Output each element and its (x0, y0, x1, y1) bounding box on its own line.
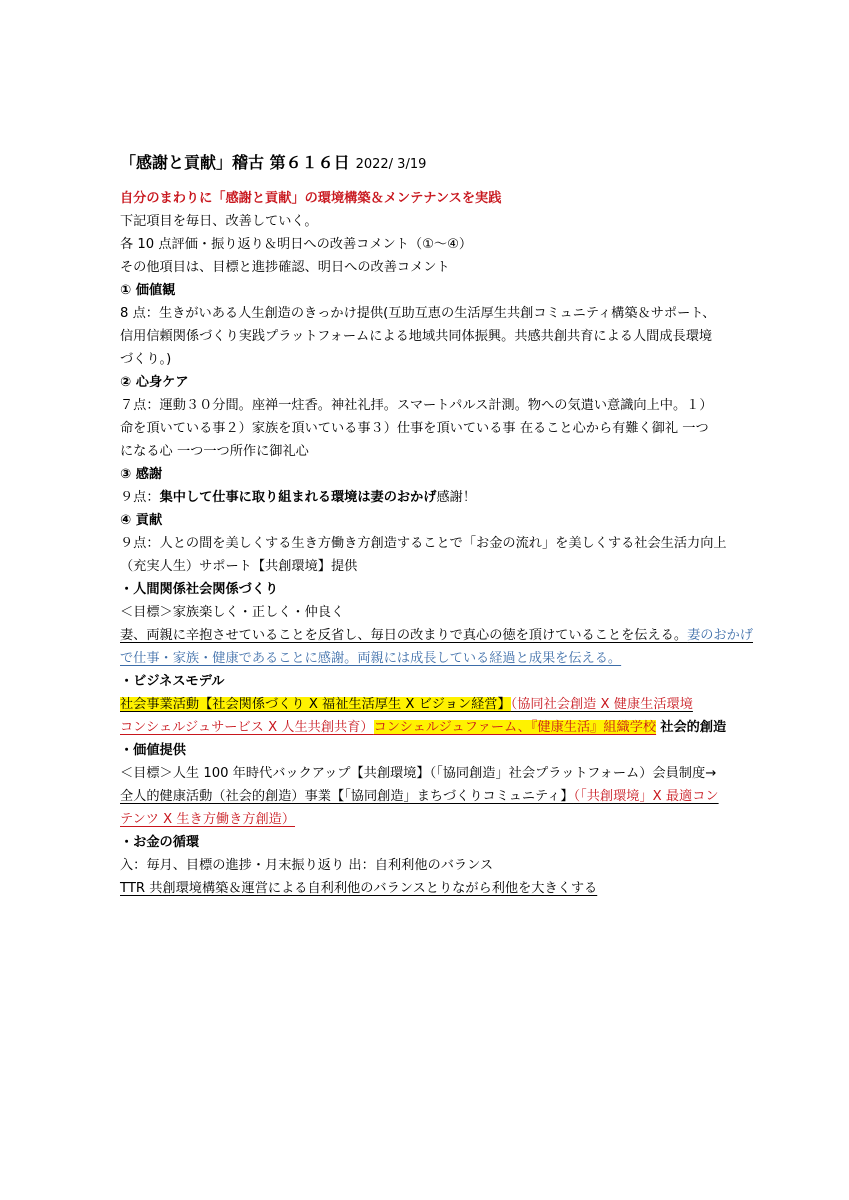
business-line-1 (120, 693, 740, 716)
section-2-line-1: ７点：運動３０分間。座禅一炷香。神社礼拝。スマートパルス計測。物への気遣い意識向上中。１） (120, 398, 713, 413)
section-4-line-1: ９点：人との間を美しくする生き方働き方創造することで「お金の流れ」を美しくする社会生活力向上 (120, 536, 727, 551)
section-1-line-1: 8 点：生きがいある人生創造のきっかけ提供(互助互恵の生活厚生共創コミュニティ構築＆サポート、 (120, 306, 716, 321)
section-2-line-3: になる心 一つ一つ所作に御礼心 (120, 444, 309, 459)
business-highlight-2: コンシェルジュファーム、『健康生活』組織学校 (373, 720, 657, 735)
subtitle: 自分のまわりに「感謝と貢献」の環境構築＆メンテナンスを実践 (120, 191, 502, 206)
section-1-line-3: づくり。) (120, 352, 172, 367)
intro-line-2: 各 10 点評価・振り返り＆明日への改善コメント（①～④） (120, 237, 473, 252)
relations-text-black: 妻、両親に辛抱させていることを反省し、毎日の改まりで真心の徳を頂けていることを伝える。 (120, 628, 688, 643)
section-4-line-2: （充実人生）サポート【共創環境】提供 (120, 559, 358, 574)
section-2-heading: ② 心身ケア (120, 375, 189, 390)
section-3-heading: ③ 感謝 (120, 467, 163, 482)
business-line-2 (120, 716, 740, 739)
business-highlight-1: 社会事業活動【社会関係づくり X 福祉生活厚生 X ビジョン経営】 (120, 697, 511, 712)
section-1-line-2: 信用信頼関係づくり実践プラットフォームによる地域共同体振興。共感共創共育による人間成長環境 (120, 329, 713, 344)
document-page (120, 150, 753, 900)
section-3-suffix: 感謝！ (436, 490, 477, 505)
relations-text-blue: 妻のおかげ (687, 628, 753, 643)
value-line-1: ＜目標＞人生 100 年時代バックアップ【共創環境】（「協同創造」社会プラットフォーム）会員制度→ (120, 766, 717, 781)
money-line-1: 入：毎月、目標の進捗・月末振り返り 出：自利利他のバランス (120, 858, 494, 873)
relations-line-2: で仕事・家族・健康であることに感謝。両親には成長している経過と成果を伝える。 (120, 651, 622, 666)
business-red-1: （協同社会創造 X 健康生活環境 (510, 697, 693, 712)
title-text: 「感謝と貢献」稽古 第６１６日 (120, 153, 350, 172)
section-1-heading: ① 価値観 (120, 283, 176, 298)
section-4-heading: ④ 貢献 (120, 513, 163, 528)
intro-line-3: その他項目は、目標と進捗確認、明日への改善コメント (120, 260, 450, 275)
money-line-2: TTR 共創環境構築＆運営による自利利他のバランスとりながら利他を大きくする (120, 881, 598, 896)
money-heading: ・お金の循環 (120, 835, 200, 850)
business-bold: 社会的創造 (660, 720, 727, 735)
intro-line-1: 下記項目を毎日、改善していく。 (120, 214, 318, 229)
business-red-2: コンシェルジュサービス X 人生共創共育） (120, 720, 374, 735)
relations-goal: ＜目標＞家族楽しく・正しく・仲良く (120, 605, 345, 620)
value-text-red: （「共創環境」X 最適コン (573, 789, 719, 804)
business-heading: ・ビジネスモデル (120, 674, 225, 689)
relations-heading: ・人間関係社会関係づくり (120, 582, 279, 597)
value-line-3: テンツ X 生き方働き方創造） (120, 812, 296, 827)
relations-line-1 (120, 624, 753, 647)
value-line-2 (120, 785, 740, 808)
section-2-line-2: 命を頂いている事２）家族を頂いている事３）仕事を頂いている事 在ること心から有難く御礼 一つ (120, 421, 709, 436)
section-3-bold: 集中して仕事に取り組まれる環境は妻のおかげ (159, 490, 437, 505)
value-text-black: 全人的健康活動（社会的創造）事業【「協同創造」まちづくりコミュニティ】 (120, 789, 574, 804)
document-title (120, 150, 740, 173)
value-heading: ・価値提供 (120, 743, 186, 758)
section-3-prefix: ９点： (120, 490, 160, 505)
date-text: 2022/ 3/19 (355, 157, 427, 172)
section-3-line (120, 486, 740, 509)
